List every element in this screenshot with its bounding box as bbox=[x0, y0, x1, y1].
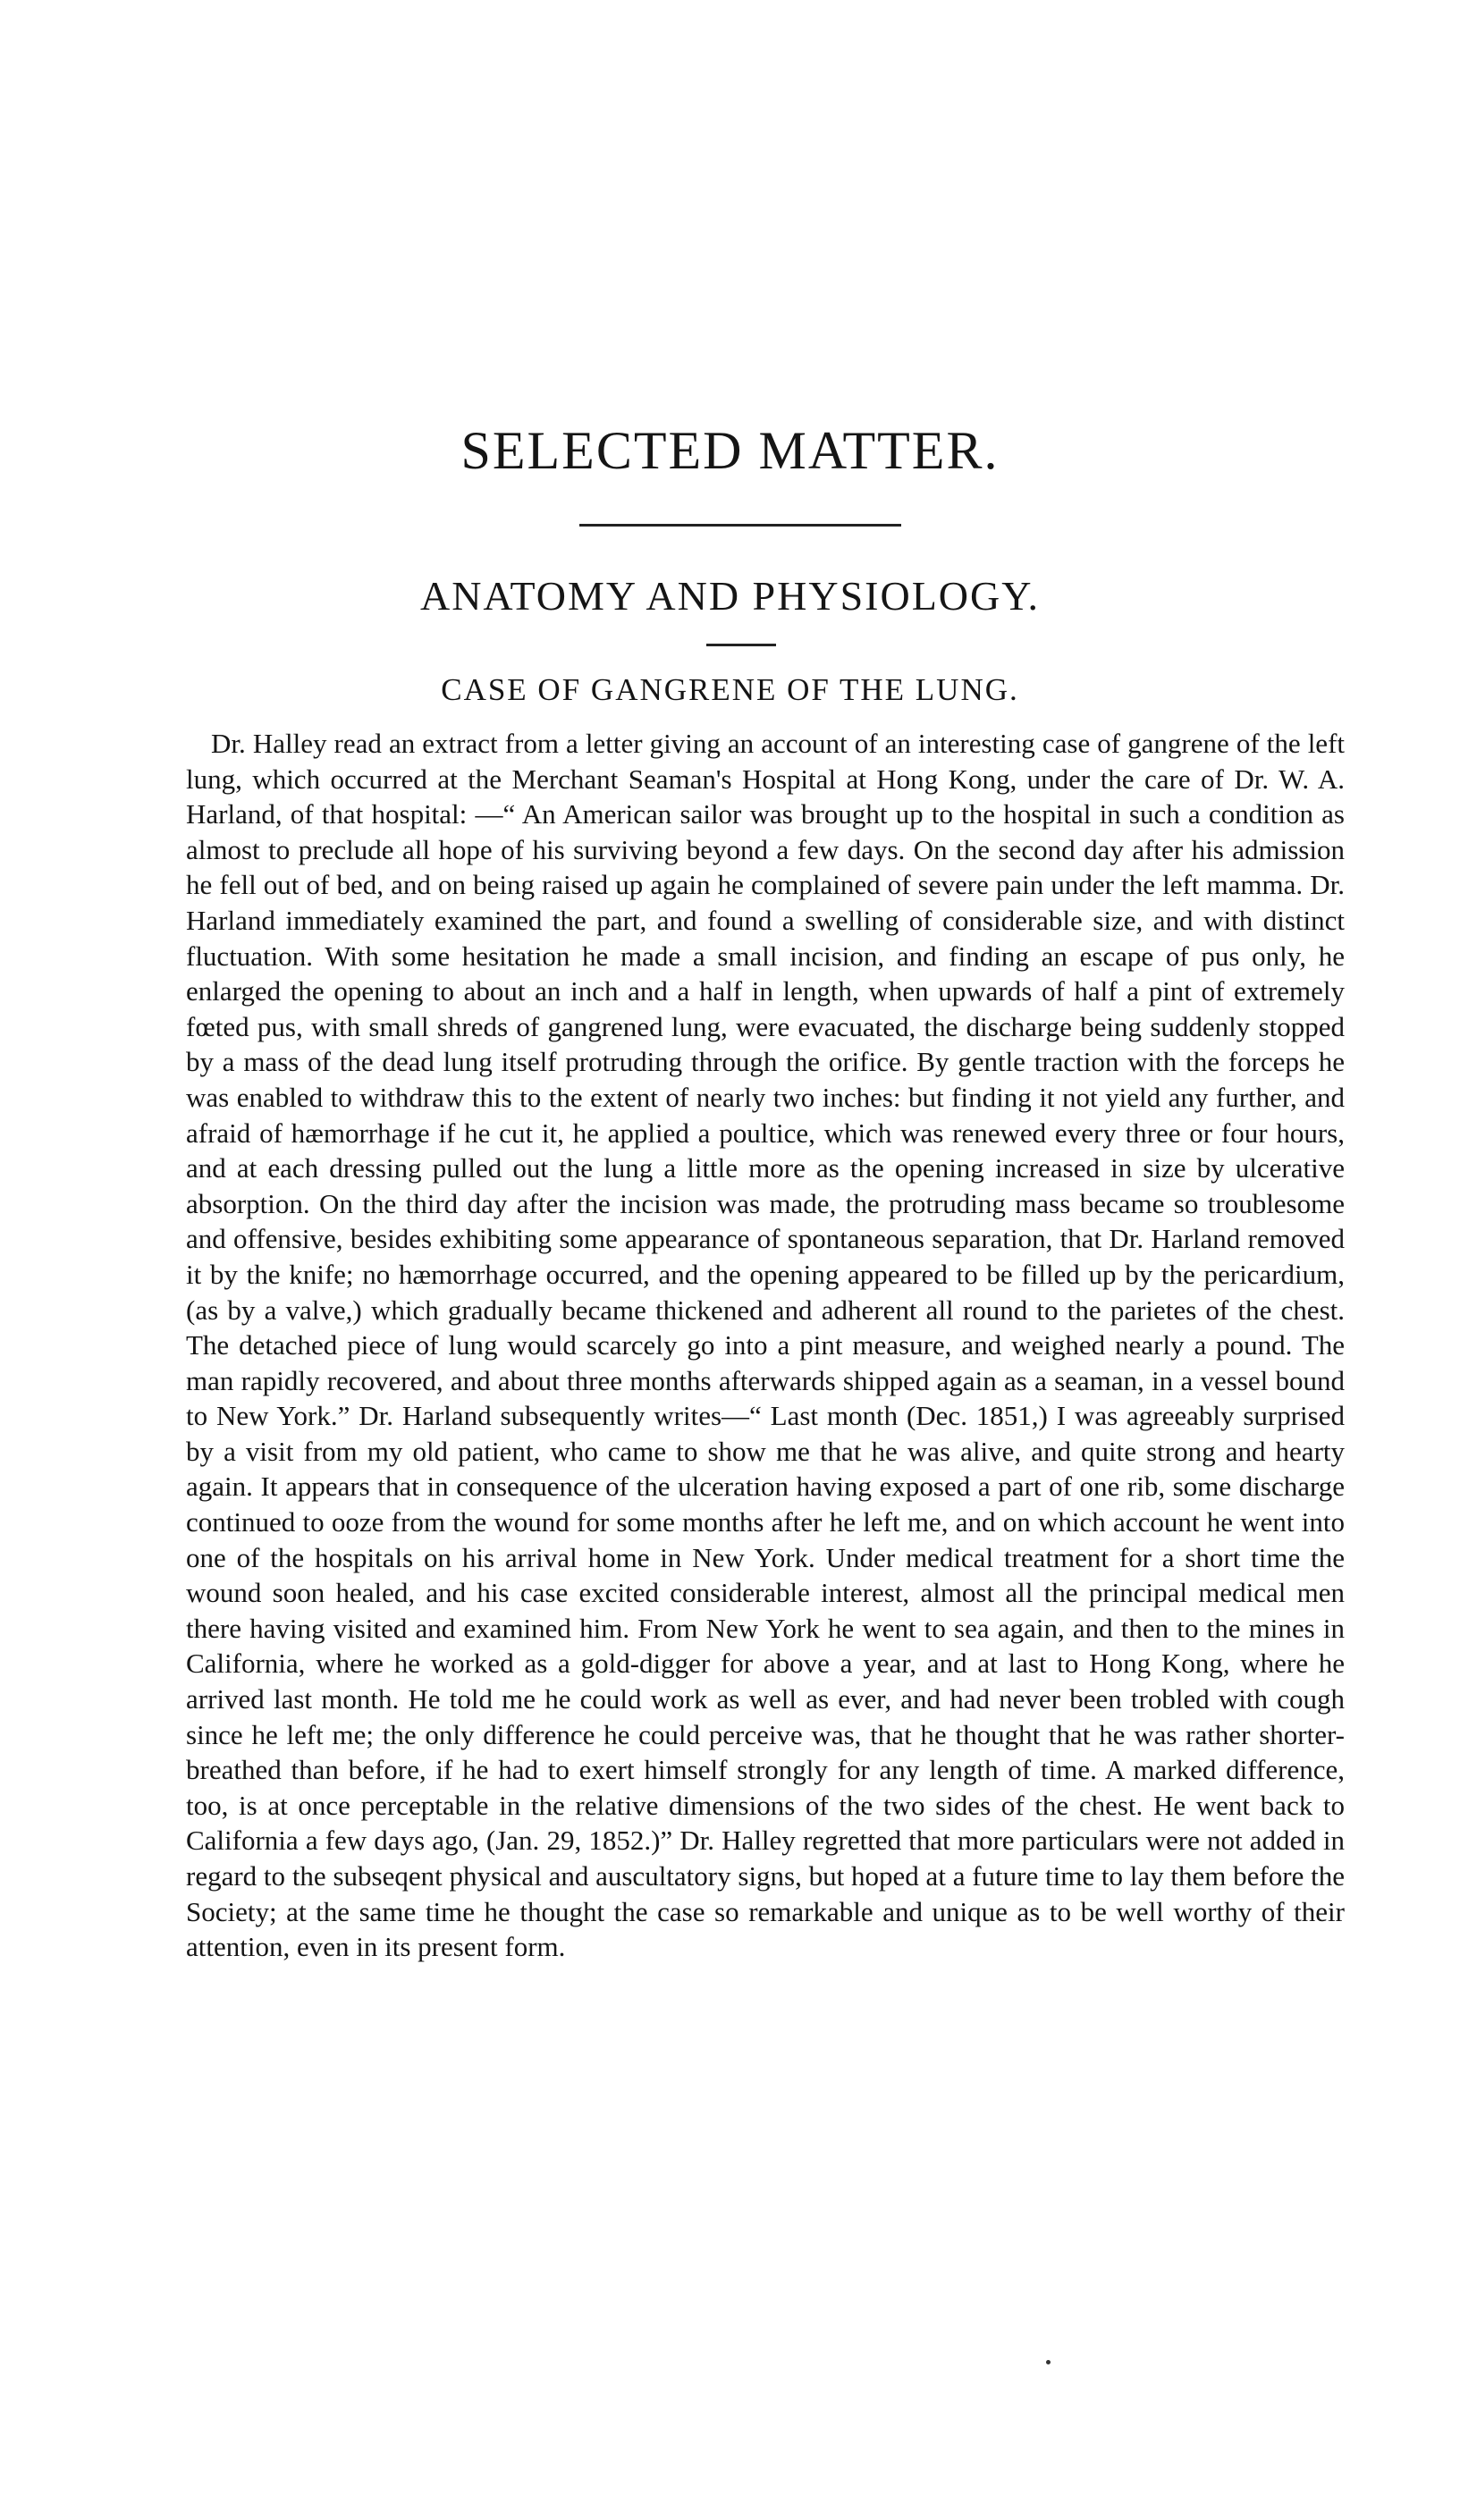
main-heading: SELECTED MATTER. bbox=[460, 421, 1000, 480]
article-title: CASE OF GANGRENE OF THE LUNG. bbox=[441, 672, 1019, 707]
article-body: Dr. Halley read an extract from a letter giving an account of an interesting case of gangrene of the left lung, which occurred at the Merchant Seaman's Hospital at Hong Kong, under the care of Dr. W. A. Harland, of that hospital: —“ An American sailor was brought up to the hospital in such a condition as almost to preclude all hope of his surviving beyond a few days. On the second day after his admission he fell out of bed, and on being raised up again he complained of severe pain under the left mamma. Dr. Harland immediately examined the part, and found a swelling of considerable size, and with distinct fluctuation. With some hesitation he made a small incision, and finding an escape of pus only, he enlarged the opening to about an inch and a half in length, when upwards of half a pint of extremely fœted pus, with small shreds of gangrened lung, were evacuated, the discharge being suddenly stopped by a mass of the dead lung itself protruding through the orifice. By gentle traction with the forceps he was enabled to withdraw this to the extent of nearly two inches: but finding it not yield any further, and afraid of hæmorrhage if he cut it, he applied a poultice, which was renewed every three or four hours, and at each dressing pulled out the lung a little more as the opening increased in size by ulcerative absorption. On the third day after the incision was made, the protruding mass became so troublesome and offensive, besides exhibiting some appearance of spontaneous separation, that Dr. Harland removed it by the knife; no hæmorrhage occurred, and the opening appeared to be filled up by the pericardium, (as by a valve,) which gradually became thickened and adherent all round to the parietes of the chest. The detached piece of lung would scarcely go into a pint measure, and weighed nearly a pound. The man rapidly recovered, and about three months afterwards shipped again as a seaman, in a vessel bound to New York.” Dr. Harland subsequently writes—“ Last month (Dec. 1851,) I was agreeably surprised by a visit from my old patient, who came to show me that he was alive, and quite strong and hearty again. It appears that in consequence of the ulceration having exposed a part of one rib, some discharge continued to ooze from the wound for some months after he left me, and on which account he went into one of the hospitals on his arrival home in New York. Under medical treatment for a short time the wound soon healed, and his case excited considerable interest, almost all the principal medical men there having visited and examined him. From New York he went to sea again, and then to the mines in California, where he worked as a gold-digger for above a year, and at last to Hong Kong, where he arrived last month. He told me he could work as well as ever, and had never been trobled with cough since he left me; the only difference he could perceive was, that he thought that he was rather shorter-breathed than before, if he had to exert himself strongly for any length of time. A marked difference, too, is at once perceptable in the relative dimensions of the two sides of the chest. He went back to California a few days ago, (Jan. 29, 1852.)” Dr. Halley regretted that more particulars were not added in regard to the subseqent physical and auscultatory signs, but hoped at a future time to lay them before the Society; at the same time he thought the case so remarkable and unique as to be well worthy of their attention, even in its present form. bbox=[186, 728, 1345, 1963]
stray-mark bbox=[1046, 2360, 1051, 2364]
short-divider-rule bbox=[706, 644, 776, 646]
section-heading: ANATOMY AND PHYSIOLOGY. bbox=[419, 573, 1041, 619]
divider-rule bbox=[579, 524, 901, 527]
